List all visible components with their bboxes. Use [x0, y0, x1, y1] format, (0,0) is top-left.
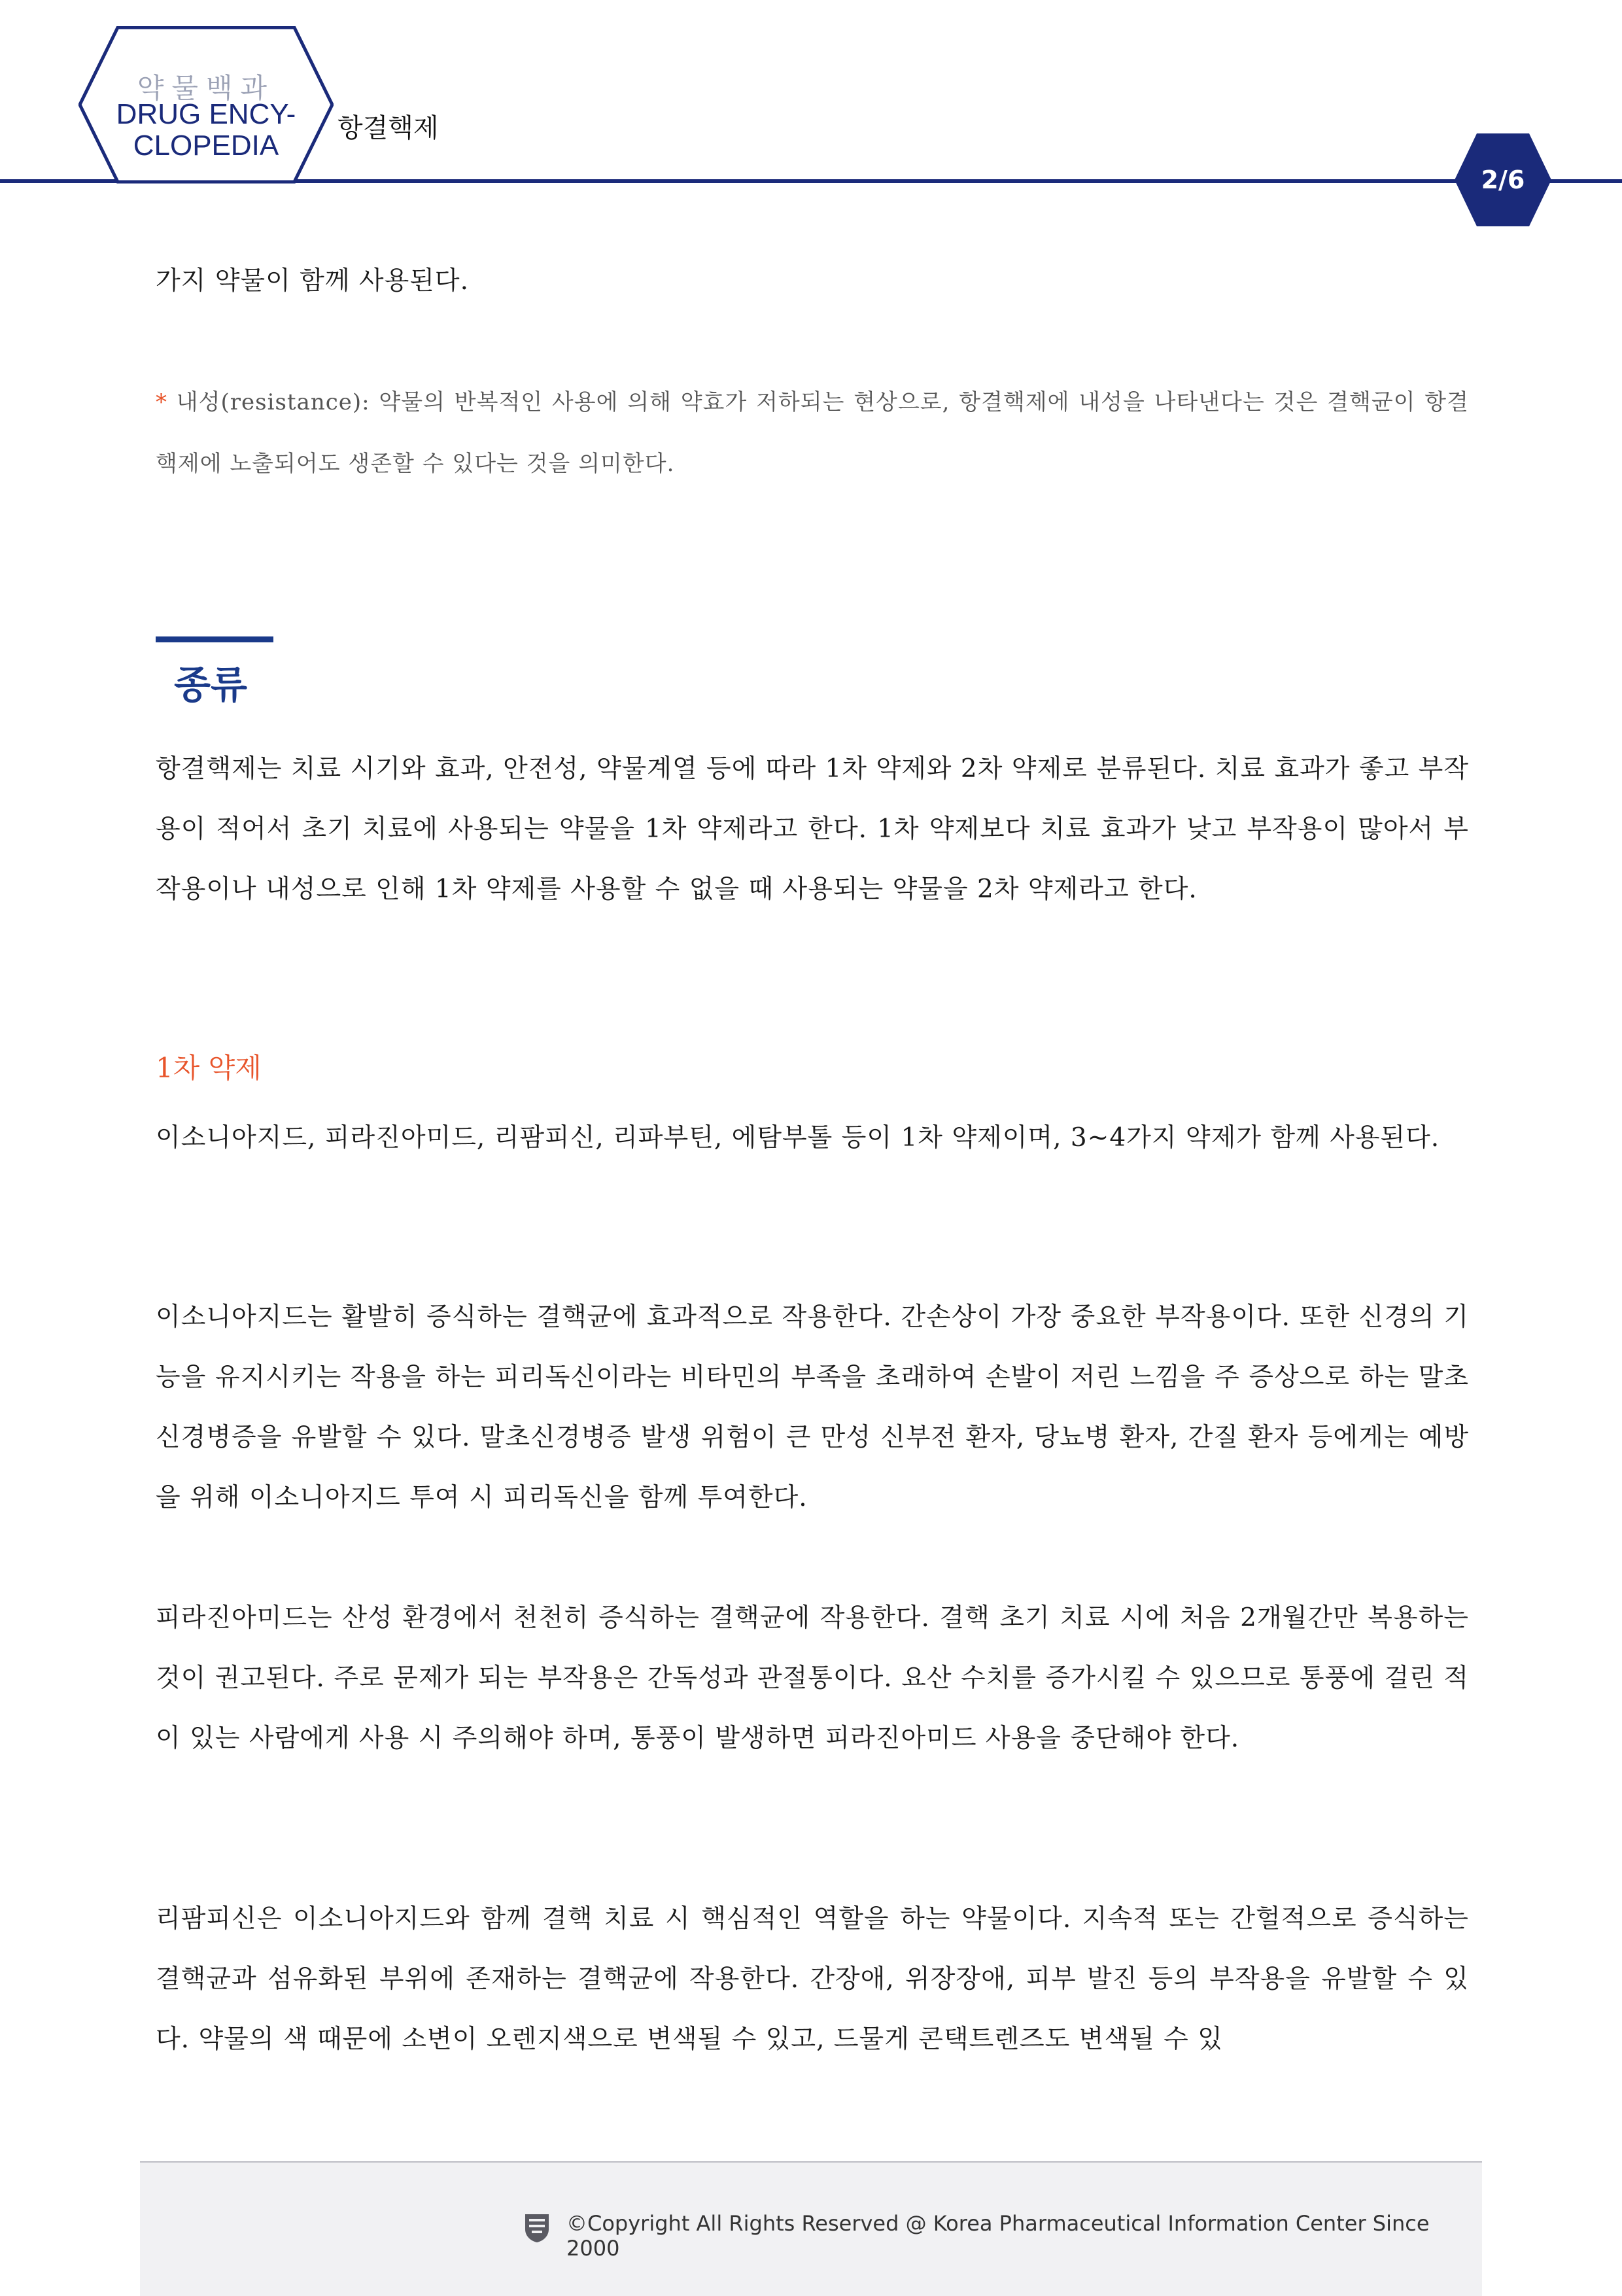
logo-english-line1: DRUG ENCY-	[116, 98, 296, 130]
page-number: 2/6	[1481, 165, 1525, 194]
page-footer	[140, 2161, 1482, 2296]
intro-text: 가지 약물이 함께 사용된다.	[156, 266, 470, 296]
drug-encyclopedia-logo	[78, 26, 334, 186]
logo-english-line2: CLOPEDIA	[133, 130, 279, 162]
paragraph-first-line-drugs: 이소니아지드, 피라진아미드, 리팜피신, 리파부틴, 에탐부톨 등이 1차 약제이며, 3~4가지 약제가 함께 사용된다.	[156, 1123, 1440, 1153]
section-accent-bar	[156, 636, 273, 642]
subsection-title: 1차 약제	[156, 1052, 262, 1084]
resistance-note	[156, 372, 1469, 495]
document-title: 항결핵제	[337, 113, 439, 143]
paragraph-pyrazinamide: 피라진아미드는 산성 환경에서 천천히 증식하는 결핵균에 작용한다. 결핵 초기 치료 시에 처음 2개월간만 복용하는 것이 권고된다. 주로 문제가 되는 부작용은 간독성과 관절통이다. 요산 수치를 증가시킬 수 있으므로 통풍에 걸린 적이 있는 사람에게 사용 시 주의해야 하며, 통풍이 발생하면 피라진아미드 사용을 중단해야 한다.	[156, 1603, 1469, 1753]
paragraph-rifampicin: 리팜피신은 이소니아지드와 함께 결핵 치료 시 핵심적인 역할을 하는 약물이다. 지속적 또는 간헐적으로 증식하는 결핵균과 섬유화된 부위에 존재하는 결핵균에 작용한다. 간장애, 위장장애, 피부 발진 등의 부작용을 유발할 수 있다. 약물의 색 때문에 소변이 오렌지색으로 변색될 수 있고, 드물게 콘택트렌즈도 변색될 수 있	[156, 1904, 1469, 2054]
note-text: 내성(resistance): 약물의 반복적인 사용에 의해 약효가 저하되는 현상으로, 항결핵제에 내성을 나타낸다는 것은 결핵균이 항결핵제에 노출되어도 생존할 수 있다는 것을 의미한다.	[156, 389, 1469, 477]
section-title: 종류	[174, 663, 248, 707]
kpic-shield-icon	[523, 2212, 551, 2244]
section-intro-paragraph: 항결핵제는 치료 시기와 효과, 안전성, 약물계열 등에 따라 1차 약제와 2차 약제로 분류된다. 치료 효과가 좋고 부작용이 적어서 초기 치료에 사용되는 약물을 1차 약제라고 한다. 1차 약제보다 치료 효과가 낮고 부작용이 많아서 부작용이나 내성으로 인해 1차 약제를 사용할 수 없을 때 사용되는 약물을 2차 약제라고 한다.	[156, 754, 1469, 904]
copyright-text: ©Copyright All Rights Reserved @ Korea Pharmaceutical Information Center Since 2000	[566, 2211, 1430, 2261]
paragraph-isoniazid: 이소니아지드는 활발히 증식하는 결핵균에 효과적으로 작용한다. 간손상이 가장 중요한 부작용이다. 또한 신경의 기능을 유지시키는 작용을 하는 피리독신이라는 비타민의 부족을 초래하여 손발이 저린 느낌을 주 증상으로 하는 말초신경병증을 유발할 수 있다. 말초신경병증 발생 위험이 큰 만성 신부전 환자, 당뇨병 환자, 간질 환자 등에게는 예방을 위해 이소니아지드 투여 시 피리독신을 함께 투여한다.	[156, 1302, 1469, 1512]
page-indicator-badge	[1453, 132, 1553, 228]
logo-korean-text: 약물백과	[137, 72, 275, 104]
note-marker: *	[156, 389, 167, 415]
